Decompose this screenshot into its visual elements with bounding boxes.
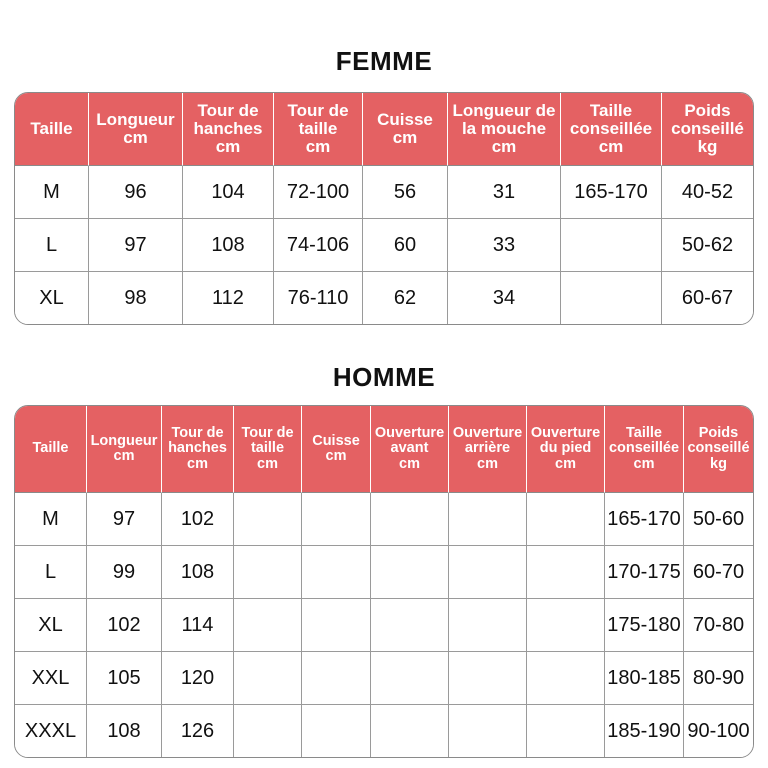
table-cell: 165-170 xyxy=(561,166,662,219)
table-cell: 120 xyxy=(162,652,234,705)
femme-header-text: Longueur xyxy=(96,110,175,130)
homme-header-text: arrière xyxy=(464,440,511,457)
homme-header-text: Ouverture xyxy=(530,425,601,442)
table-cell: 80-90 xyxy=(684,652,753,705)
homme-header-text: cm xyxy=(477,455,498,472)
femme-header-text: Cuisse xyxy=(377,110,433,130)
homme-header-text: du pied xyxy=(539,440,592,457)
table-cell: 99 xyxy=(87,546,162,599)
homme-header-row xyxy=(15,406,753,493)
table-cell: 102 xyxy=(162,493,234,546)
table-row xyxy=(15,272,753,324)
table-cell xyxy=(302,652,371,705)
homme-header-text: cm xyxy=(633,455,655,472)
table-cell: 114 xyxy=(162,599,234,652)
homme-header-text: cm xyxy=(399,455,420,472)
table-cell: 50-62 xyxy=(662,219,753,272)
femme-header-row xyxy=(15,93,753,166)
femme-header-text: conseillé xyxy=(671,119,744,139)
table-cell: 97 xyxy=(87,493,162,546)
table-cell xyxy=(527,546,605,599)
table-cell: 108 xyxy=(183,219,274,272)
homme-header-text: taille xyxy=(250,440,285,457)
homme-header-text: conseillée xyxy=(608,440,680,457)
table-cell: XL xyxy=(15,272,89,324)
femme-header-text: Taille xyxy=(30,119,73,139)
homme-header-cell xyxy=(449,406,527,493)
homme-header-cell xyxy=(302,406,371,493)
table-cell xyxy=(561,272,662,324)
table-cell: 50-60 xyxy=(684,493,753,546)
femme-header-text: cm xyxy=(491,136,517,156)
table-cell xyxy=(234,652,302,705)
homme-header-cell xyxy=(371,406,449,493)
femme-header-text: cm xyxy=(123,128,148,147)
table-cell: 60-70 xyxy=(684,546,753,599)
homme-header-text: Poids xyxy=(698,425,739,442)
table-cell: 180-185 xyxy=(605,652,684,705)
table-cell xyxy=(234,546,302,599)
table-cell: 104 xyxy=(183,166,274,219)
table-cell: 175-180 xyxy=(605,599,684,652)
homme-header-text: cm xyxy=(325,448,347,464)
table-cell: 96 xyxy=(89,166,183,219)
table-cell: 105 xyxy=(87,652,162,705)
table-cell: M xyxy=(15,166,89,219)
table-cell: XXL xyxy=(15,652,87,705)
table-cell: XL xyxy=(15,599,87,652)
table-cell xyxy=(302,705,371,757)
table-cell xyxy=(449,705,527,757)
table-cell xyxy=(449,546,527,599)
table-row xyxy=(15,546,753,599)
femme-header-cell xyxy=(662,93,753,166)
femme-size-table xyxy=(14,92,754,325)
femme-header-cell xyxy=(363,93,448,166)
table-cell: 170-175 xyxy=(605,546,684,599)
femme-header-cell xyxy=(274,93,363,166)
homme-header-text: hanches xyxy=(168,440,227,457)
table-row xyxy=(15,652,753,705)
table-cell xyxy=(527,652,605,705)
table-cell: 34 xyxy=(448,272,561,324)
table-cell: 98 xyxy=(89,272,183,324)
homme-header-text: kg xyxy=(710,455,727,472)
homme-header-text: avant xyxy=(390,440,429,457)
homme-header-text: cm xyxy=(187,455,208,472)
table-cell: 31 xyxy=(448,166,561,219)
femme-header-text: Taille xyxy=(589,101,633,121)
homme-header-cell xyxy=(234,406,302,493)
homme-header-cell xyxy=(15,406,87,493)
homme-body xyxy=(15,493,753,757)
table-row xyxy=(15,493,753,546)
table-cell: 97 xyxy=(89,219,183,272)
femme-body xyxy=(15,166,753,324)
femme-header-text: conseillée xyxy=(569,119,653,139)
femme-header-text: cm xyxy=(305,136,331,156)
table-cell: 33 xyxy=(448,219,561,272)
table-cell xyxy=(561,219,662,272)
table-cell: M xyxy=(15,493,87,546)
table-cell xyxy=(234,705,302,757)
table-cell: L xyxy=(15,546,87,599)
femme-header-text: kg xyxy=(697,136,718,156)
femme-header-text: cm xyxy=(215,136,241,156)
table-cell: 112 xyxy=(183,272,274,324)
femme-header-text: la mouche xyxy=(461,119,547,139)
homme-header-text: conseillé xyxy=(687,440,750,457)
homme-header-cell xyxy=(605,406,684,493)
femme-header-cell xyxy=(183,93,274,166)
femme-header-text: Tour de xyxy=(287,101,349,121)
femme-header-text: taille xyxy=(298,119,338,139)
homme-header-text: Ouverture xyxy=(374,425,445,442)
table-cell: 60 xyxy=(363,219,448,272)
homme-header-text: Taille xyxy=(626,425,662,442)
table-cell: 62 xyxy=(363,272,448,324)
homme-header-text: Longueur xyxy=(90,432,158,449)
homme-header-cell xyxy=(87,406,162,493)
table-cell xyxy=(371,599,449,652)
table-cell xyxy=(449,493,527,546)
table-cell xyxy=(527,493,605,546)
femme-header-text: hanches xyxy=(193,119,263,139)
table-row xyxy=(15,705,753,757)
femme-header-cell xyxy=(15,93,89,166)
table-cell xyxy=(371,652,449,705)
table-cell xyxy=(371,493,449,546)
table-cell: 108 xyxy=(87,705,162,757)
table-cell xyxy=(449,599,527,652)
homme-header-text: cm xyxy=(257,455,278,472)
table-cell xyxy=(302,599,371,652)
table-row xyxy=(15,219,753,272)
table-cell: 56 xyxy=(363,166,448,219)
table-row xyxy=(15,599,753,652)
femme-header-text: cm xyxy=(392,128,418,147)
table-cell: 126 xyxy=(162,705,234,757)
femme-header-text: Poids xyxy=(684,101,731,121)
table-row xyxy=(15,166,753,219)
homme-header-text: Taille xyxy=(32,440,69,457)
femme-header-cell xyxy=(89,93,183,166)
table-cell xyxy=(371,705,449,757)
table-cell xyxy=(302,493,371,546)
femme-header-text: Longueur de xyxy=(452,101,556,121)
homme-header-text: Ouverture xyxy=(452,425,523,442)
homme-size-table xyxy=(14,405,754,758)
table-cell xyxy=(302,546,371,599)
table-cell: 74-106 xyxy=(274,219,363,272)
homme-header-cell xyxy=(527,406,605,493)
homme-title: HOMME xyxy=(332,362,436,392)
table-cell: 60-67 xyxy=(662,272,753,324)
table-cell xyxy=(234,493,302,546)
table-cell xyxy=(449,652,527,705)
table-cell: 102 xyxy=(87,599,162,652)
homme-header-cell xyxy=(162,406,234,493)
table-cell xyxy=(527,599,605,652)
table-cell: 40-52 xyxy=(662,166,753,219)
homme-header-text: Cuisse xyxy=(312,432,360,449)
table-cell: 108 xyxy=(162,546,234,599)
femme-header-text: cm xyxy=(598,136,624,156)
table-cell: 72-100 xyxy=(274,166,363,219)
femme-header-cell xyxy=(448,93,561,166)
table-cell xyxy=(234,599,302,652)
table-cell: 185-190 xyxy=(605,705,684,757)
table-cell xyxy=(527,705,605,757)
table-cell: 76-110 xyxy=(274,272,363,324)
table-cell: 70-80 xyxy=(684,599,753,652)
femme-header-text: Tour de xyxy=(197,101,259,121)
homme-header-text: cm xyxy=(555,455,576,472)
table-cell: 90-100 xyxy=(684,705,753,757)
homme-header-text: Tour de xyxy=(241,425,294,442)
femme-title: FEMME xyxy=(335,46,433,76)
femme-header-cell xyxy=(561,93,662,166)
table-cell: XXXL xyxy=(15,705,87,757)
table-cell xyxy=(371,546,449,599)
homme-header-text: Tour de xyxy=(171,425,224,442)
homme-header-cell xyxy=(684,406,753,493)
homme-header-text: cm xyxy=(113,448,135,464)
table-cell: 165-170 xyxy=(605,493,684,546)
table-cell: L xyxy=(15,219,89,272)
